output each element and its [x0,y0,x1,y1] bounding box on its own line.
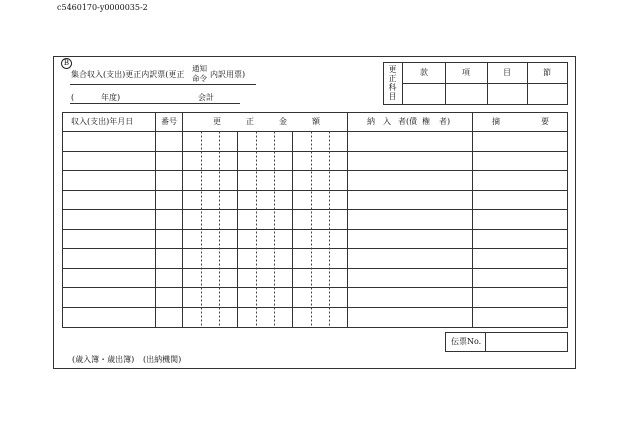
form-title-suffix: 内訳用票) [210,70,246,79]
header-remarks-char: 摘 [492,117,500,126]
header-number: 番号 [161,117,177,126]
voucher-label: 伝票No. [451,337,482,346]
header-date: 収入(支出)年月日 [71,117,134,126]
header-remarks-char: 要 [541,117,549,126]
kousei-kamoku-label: 更正科目 [388,65,397,101]
account-col-kan: 款 [420,68,428,77]
account-col-moku: 目 [503,68,511,77]
header-payer-char: 納 [367,117,375,126]
fiscal-year-label: 年度) [101,93,121,102]
form-title-notice: 通知 [192,64,207,73]
document-id: c5460170-y0000035-2 [57,3,148,12]
header-payer-char: 者) [439,117,451,126]
account-col-setsu: 節 [543,68,551,77]
fiscal-open-paren: ( [71,93,75,102]
header-payer-char: 入 [383,117,391,126]
form-title-prefix: 集合収入(支出)更正内訳票(更正 [71,70,185,79]
footer-books: (歳入簿・歳出簿) [72,355,135,364]
account-label: 会計 [198,93,214,102]
form-mark: B [61,58,72,69]
header-payer-char: 権 [422,117,430,126]
header-amount-char: 額 [312,117,320,126]
header-amount-char: 金 [279,117,287,126]
header-amount-char: 正 [246,117,254,126]
footer-agency: (出納機関) [143,355,182,364]
header-payer-char: 者(債 [398,117,418,126]
form-title-order: 命令 [192,74,207,83]
header-amount-char: 更 [213,117,221,126]
account-col-kou: 項 [462,68,470,77]
